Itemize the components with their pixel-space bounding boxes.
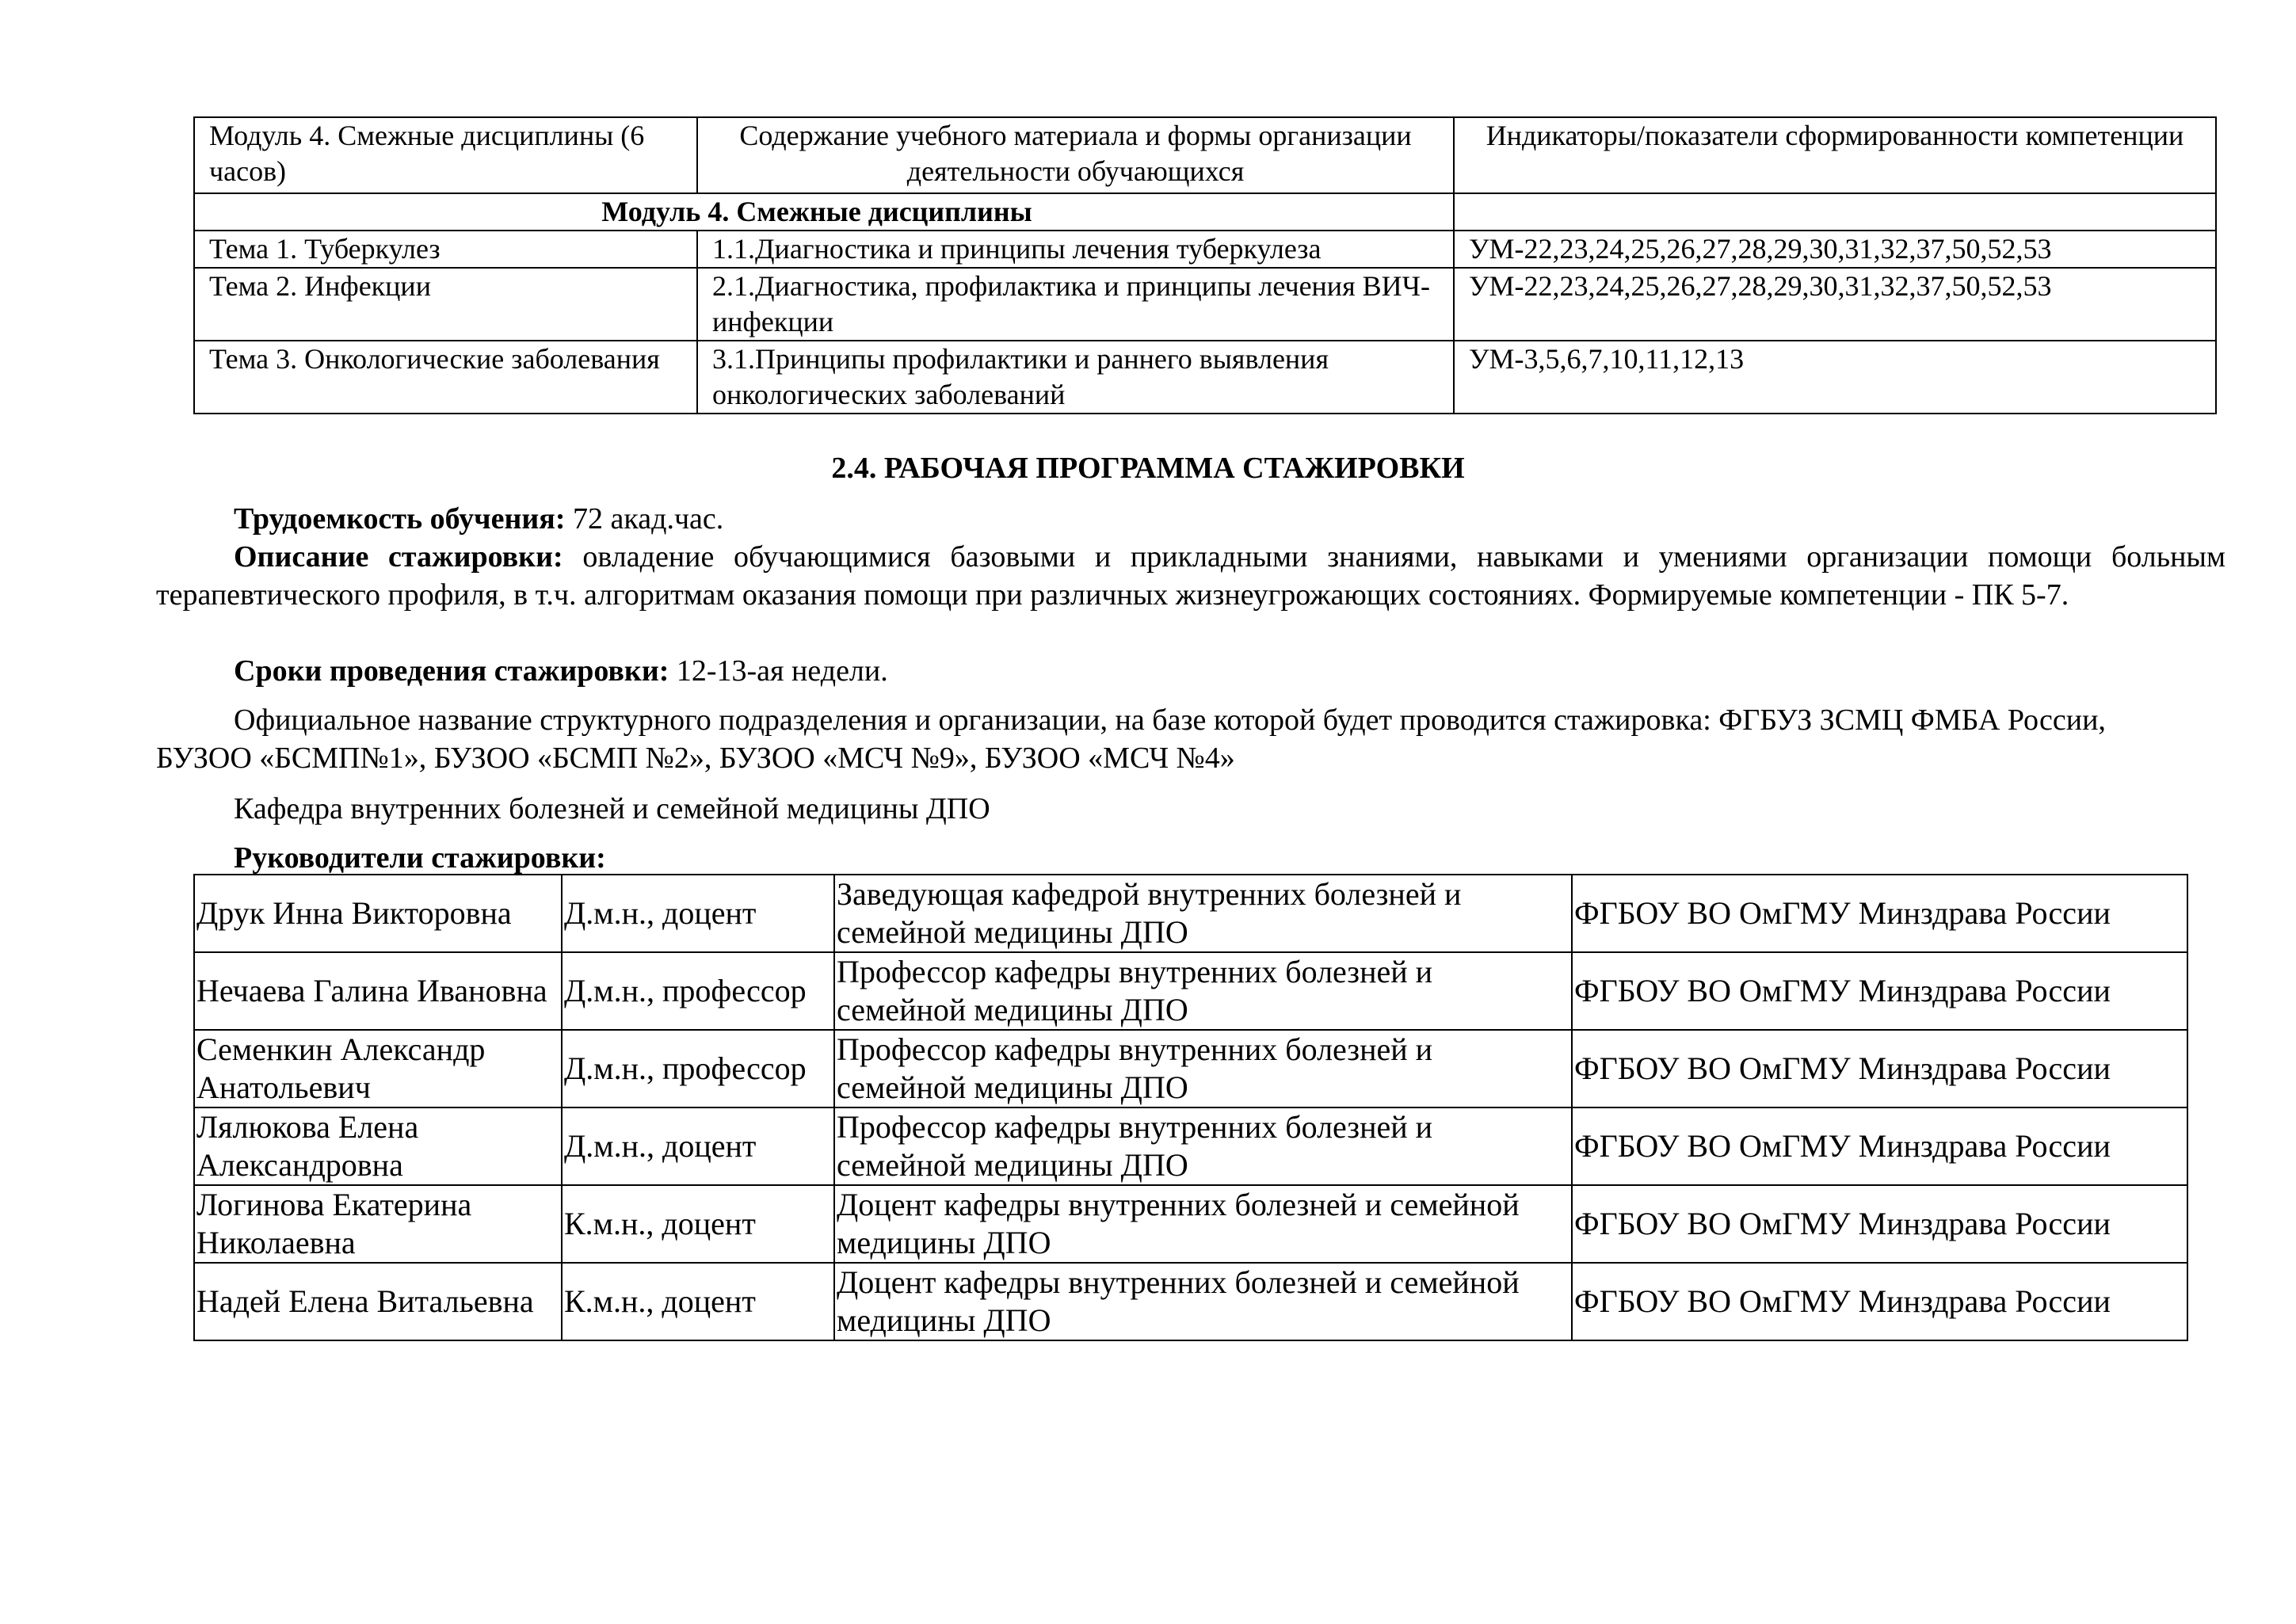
topic-cell: Тема 2. Инфекции [194, 268, 697, 341]
supervisor-organization: ФГБОУ ВО ОмГМУ Минздрава России [1572, 1263, 2187, 1340]
supervisor-degree: Д.м.н., профессор [562, 1030, 834, 1107]
supervisor-organization: ФГБОУ ВО ОмГМУ Минздрава России [1572, 952, 2187, 1030]
table-row [194, 1107, 2187, 1185]
module-title-empty-cell [1454, 193, 2216, 231]
table-row [194, 231, 2216, 268]
supervisor-name: Семенкин Александр Анатольевич [194, 1030, 562, 1107]
supervisor-organization: ФГБОУ ВО ОмГМУ Минздрава России [1572, 1030, 2187, 1107]
supervisor-degree: Д.м.н., доцент [562, 875, 834, 952]
supervisors-table [193, 874, 2188, 1341]
supervisors-heading [156, 839, 2225, 877]
description-paragraph [156, 538, 2225, 614]
section-heading: 2.4. РАБОЧАЯ ПРОГРАММА СТАЖИРОВКИ [831, 452, 1465, 485]
supervisor-position: Доцент кафедры внутренних болезней и семейной медицины ДПО [834, 1263, 1572, 1340]
supervisor-position: Профессор кафедры внутренних болезней и семейной медицины ДПО [834, 1030, 1572, 1107]
table-row [194, 1030, 2187, 1107]
content-cell: 1.1.Диагностика и принципы лечения туберкулеза [697, 231, 1454, 268]
supervisor-name: Надей Елена Витальевна [194, 1263, 562, 1340]
workload-paragraph [156, 500, 2225, 538]
module-title: Модуль 4. Смежные дисциплины [194, 193, 1454, 231]
supervisor-name: Логинова Екатерина Николаевна [194, 1185, 562, 1263]
official-name-text: Официальное название структурного подразделения и организации, на базе которой будет проводится стажировка: ФГБУЗ ЗСМЦ ФМБА России, БУЗОО «БСМП№1», БУЗОО «БСМП №2», БУЗОО «МСЧ №9», БУЗОО «МСЧ №4» [156, 703, 2106, 775]
supervisor-degree: Д.м.н., профессор [562, 952, 834, 1030]
terms-paragraph [156, 652, 2225, 690]
module-table-header-indicators: Индикаторы/показатели сформированности компетенции [1454, 117, 2216, 193]
official-name-paragraph [156, 701, 2153, 777]
table-row [194, 875, 2187, 952]
supervisor-position: Профессор кафедры внутренних болезней и семейной медицины ДПО [834, 952, 1572, 1030]
terms-label: Сроки проведения стажировки: [234, 654, 669, 688]
supervisor-position: Профессор кафедры внутренних болезней и семейной медицины ДПО [834, 1107, 1572, 1185]
topic-cell: Тема 1. Туберкулез [194, 231, 697, 268]
supervisor-degree: К.м.н., доцент [562, 1263, 834, 1340]
module-table-header-row [194, 117, 2216, 193]
description-text: овладение обучающимися базовыми и прикладными знаниями, навыками и умениями организации помощи больным терапевтического профиля, в т.ч. алгоритмам оказания помощи при различных жизнеугрожающих состояниях. Формируемые компетенции - ПК 5-7. [156, 540, 2225, 612]
indicators-cell: УМ-22,23,24,25,26,27,28,29,30,31,32,37,50,52,53 [1454, 231, 2216, 268]
terms-value: 12-13-ая недели. [676, 654, 888, 688]
module-table-header-content: Содержание учебного материала и формы организации деятельности обучающихся [697, 117, 1454, 193]
supervisor-organization: ФГБОУ ВО ОмГМУ Минздрава России [1572, 875, 2187, 952]
table-row [194, 952, 2187, 1030]
table-row [194, 1185, 2187, 1263]
indicators-cell: УМ-22,23,24,25,26,27,28,29,30,31,32,37,50,52,53 [1454, 268, 2216, 341]
supervisor-organization: ФГБОУ ВО ОмГМУ Минздрава России [1572, 1107, 2187, 1185]
description-label: Описание стажировки: [234, 540, 563, 574]
table-row [194, 341, 2216, 414]
content-cell: 3.1.Принципы профилактики и раннего выявления онкологических заболеваний [697, 341, 1454, 414]
indicators-cell: УМ-3,5,6,7,10,11,12,13 [1454, 341, 2216, 414]
workload-label: Трудоемкость обучения: [234, 502, 566, 536]
supervisor-name: Друк Инна Викторовна [194, 875, 562, 952]
topic-cell: Тема 3. Онкологические заболевания [194, 341, 697, 414]
table-row [194, 268, 2216, 341]
supervisor-organization: ФГБОУ ВО ОмГМУ Минздрава России [1572, 1185, 2187, 1263]
supervisors-label: Руководители стажировки: [234, 841, 606, 875]
department-paragraph [156, 790, 2225, 828]
module-table [193, 116, 2217, 414]
department-text: Кафедра внутренних болезней и семейной медицины ДПО [234, 792, 990, 825]
supervisor-position: Доцент кафедры внутренних болезней и семейной медицины ДПО [834, 1185, 1572, 1263]
module-title-row [194, 193, 2216, 231]
supervisor-degree: К.м.н., доцент [562, 1185, 834, 1263]
content-cell: 2.1.Диагностика, профилактика и принципы лечения ВИЧ-инфекции [697, 268, 1454, 341]
supervisor-name: Лялюкова Елена Александровна [194, 1107, 562, 1185]
supervisor-position: Заведующая кафедрой внутренних болезней и семейной медицины ДПО [834, 875, 1572, 952]
workload-value: 72 акад.час. [572, 502, 724, 536]
supervisor-name: Нечаева Галина Ивановна [194, 952, 562, 1030]
supervisor-degree: Д.м.н., доцент [562, 1107, 834, 1185]
module-table-header-topic: Модуль 4. Смежные дисциплины (6 часов) [194, 117, 697, 193]
table-row [194, 1263, 2187, 1340]
